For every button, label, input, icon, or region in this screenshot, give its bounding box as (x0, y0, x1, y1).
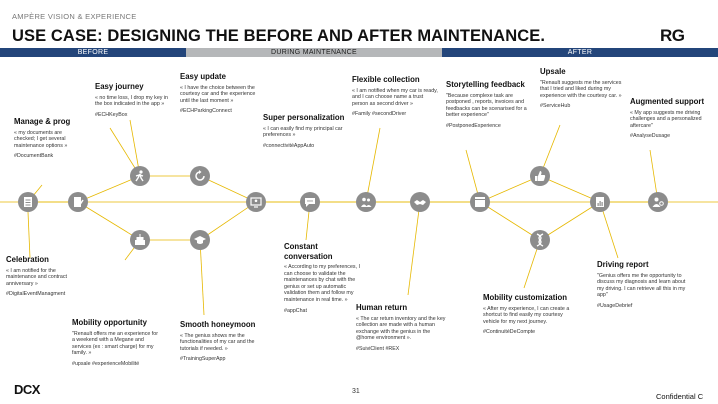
step-super-personalization (263, 113, 349, 149)
step-title: Human return (356, 303, 408, 312)
refresh-icon (190, 166, 210, 186)
step-smooth-honeymoon (180, 320, 266, 363)
step-tag: #upsale #experienceMobilité (72, 360, 140, 367)
page-title: USE CASE: DESIGNING THE BEFORE AND AFTER MAINTENANCE. (12, 27, 546, 45)
thumbs-up-icon (530, 166, 550, 186)
dna-icon (530, 230, 550, 250)
step-tag: #ServiceHub (540, 103, 571, 110)
step-tag: #DigitalEventManagment (6, 291, 66, 298)
step-tag: #PostponedExperience (446, 122, 501, 129)
step-title: Super personalization (263, 113, 345, 122)
eyebrow-label: AMPÈRE VISION & EXPERIENCE (12, 12, 137, 21)
step-easy-journey (95, 82, 173, 118)
step-title: Manage & prog (14, 117, 71, 126)
step-tag: #AnalyseDusage (630, 133, 671, 140)
confidential-label: Confidential C (656, 392, 704, 401)
step-mobility-opportunity (72, 318, 162, 367)
step-manage-prog (14, 117, 82, 160)
step-title: Driving report (597, 260, 649, 269)
step-description: « The car return inventory and the key collection are made with a human exchange with the genius in the @home environment ». (356, 315, 446, 342)
step-title: Flexible collection (352, 75, 420, 84)
step-easy-update (180, 72, 262, 115)
phase-after: AFTER (442, 48, 718, 57)
document-stack-icon (18, 192, 38, 212)
step-tag: #connectivitéAppAuto (263, 142, 315, 149)
step-tag: #appChat (284, 307, 307, 314)
user-screen-icon (246, 192, 266, 212)
report-icon (590, 192, 610, 212)
step-tag: #Family #secondDriver (352, 111, 407, 118)
step-tag: #TrainingSuperApp (180, 356, 226, 363)
step-description: "Because complexe task are postponed , reports, invoices and feedbacks can be scenarised for a better experience" (446, 92, 527, 119)
step-description: "Renault offers me an experience for a weekend with a Megane and services (ex : smart charge) for my family. » (72, 330, 158, 357)
step-description: « I am notified when my car is ready, and I can choose name a trust person as second driver » (352, 87, 438, 107)
step-tag: #ECHKeyBox (95, 111, 128, 118)
step-tag: #SuiviClient #REX (356, 345, 400, 352)
step-tag: #ECHParkingConnect (180, 108, 232, 115)
step-title: Smooth honeymoon (180, 320, 256, 329)
clapperboard-icon (470, 192, 490, 212)
document-pen-icon (68, 192, 88, 212)
step-title: Augmented support (630, 97, 705, 106)
people-icon (356, 192, 376, 212)
step-upsale (540, 67, 630, 110)
step-title: Celebration (6, 255, 49, 264)
step-tag: #ContinuitéDeCompte (483, 329, 536, 336)
step-tag: #UsageDebrief (597, 302, 633, 309)
step-description: "Renault suggests me the services that I tried and liked during my experience with the courtesy car. » (540, 79, 622, 99)
chat-bubble-icon (300, 192, 320, 212)
step-description: « I am notified for the maintenance and contract anniversary » (6, 267, 67, 287)
step-storytelling-feedback (446, 80, 530, 129)
step-description: « After my experience, I can create a shortcut to find easily my courtesy vehicle for my next journey. (483, 305, 570, 325)
step-mobility-customization (483, 293, 575, 336)
step-title: Easy journey (95, 82, 144, 91)
step-tag: #DocumentBank (14, 153, 54, 160)
step-title: Constant conversation (284, 242, 333, 261)
step-flexible-collection (352, 75, 440, 118)
step-title: Storytelling feedback (446, 80, 525, 89)
step-title: Upsale (540, 67, 566, 76)
phase-during: DURING MAINTENANCE (186, 48, 442, 57)
walking-person-icon (130, 166, 150, 186)
step-celebration (6, 255, 86, 298)
rg-logo: RG (660, 26, 685, 45)
handshake-icon (410, 192, 430, 212)
step-description: « The genius shows me the functionalities of my car and the tutorials if needed. » (180, 332, 255, 352)
person-gear-icon (648, 192, 668, 212)
step-title: Mobility opportunity (72, 318, 147, 327)
cake-icon (130, 230, 150, 250)
step-augmented-support (630, 97, 708, 140)
step-title: Mobility customization (483, 293, 568, 302)
step-title: Easy update (180, 72, 226, 81)
step-description: « my documents are checked; I get several maintenance options » (14, 129, 68, 149)
page-number: 31 (352, 388, 360, 395)
step-description: « My app suggests me driving challenges and a personalized aftercare" (630, 109, 702, 129)
dcx-logo: DCX (14, 382, 40, 397)
step-description: « I have the choice between the courtesy car and the experience until the last moment » (180, 84, 256, 104)
step-description: « I can easily find my principal car preferences » (263, 125, 343, 139)
graduation-cap-icon (190, 230, 210, 250)
phase-before: BEFORE (0, 48, 186, 57)
step-description: « According to my preferences, I can choose to validate the maintenances by chat with the genius or set up automatic validation them and follow my maintenance in real time. » (284, 264, 360, 303)
step-description: « no time loss, I drop my key in the box indicated in the app » (95, 94, 169, 108)
step-driving-report (597, 260, 691, 309)
step-human-return (356, 303, 446, 352)
step-description: "Genius offers me the opportunity to discuss my diagnosis and learn about my driving. I can retrieve all this in my app" (597, 272, 686, 299)
